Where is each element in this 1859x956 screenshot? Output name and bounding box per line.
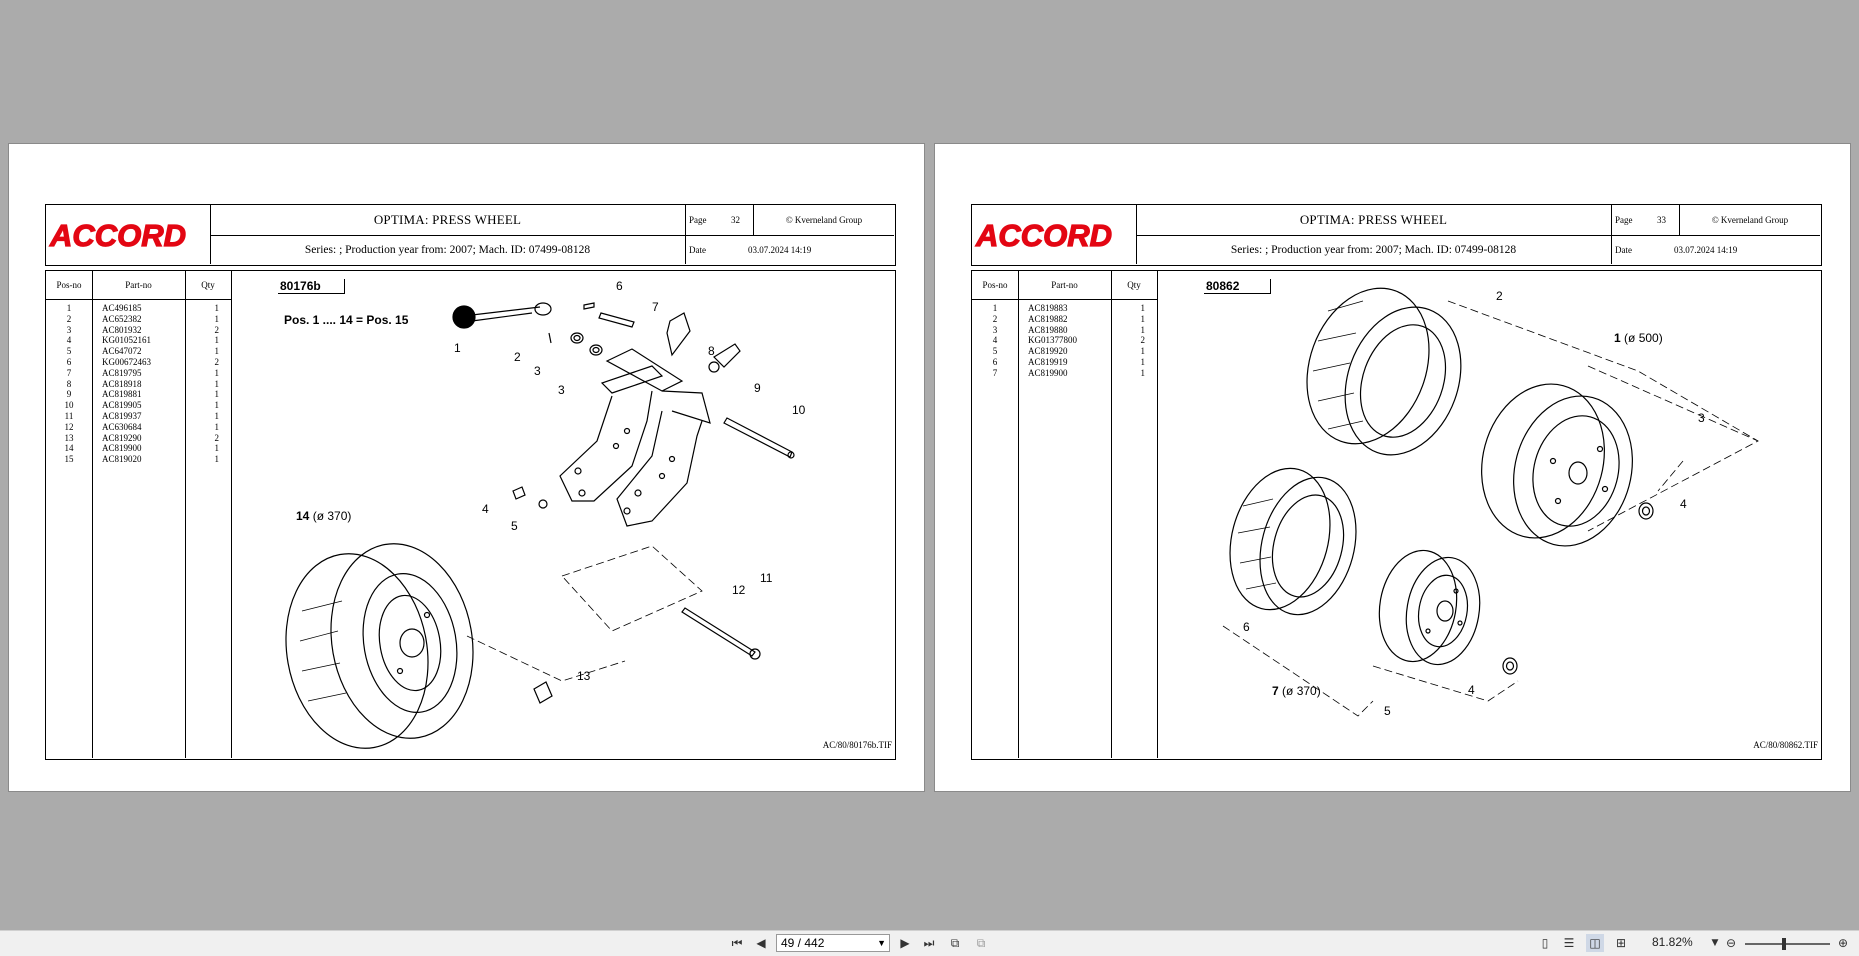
callout-7 <box>1272 684 1321 698</box>
two-page-view-icon[interactable]: ◫ <box>1586 934 1604 952</box>
part-list: AC496185 AC652382 AC801932 KG01052161 AC647072 KG00672463 AC819795 AC818918 AC819881 AC819905 AC819937 AC630684 AC819290 AC819900 AC819020 <box>102 303 151 465</box>
series-info: Series: ; Production year from: 2007; Mach. ID: 07499-08128 <box>210 236 686 264</box>
continuous-view-icon[interactable]: ☰ <box>1563 936 1575 950</box>
date-value: 03.07.2024 14:19 <box>748 245 812 255</box>
callout-2: 2 <box>514 350 521 364</box>
qty-list: 1 1 1 2 1 1 1 <box>1140 303 1145 378</box>
callout-3a: 3 <box>534 364 541 378</box>
page-label: Page <box>689 215 707 225</box>
callout-6: 6 <box>616 279 623 293</box>
callout-8: 8 <box>708 344 715 358</box>
copy-view-icon[interactable]: ⧉ <box>950 935 960 950</box>
zoom-dropdown-icon[interactable]: ▼ <box>1711 938 1719 948</box>
previous-page-button[interactable]: ◀ <box>756 936 766 950</box>
pos-header: Pos-no <box>972 271 1018 300</box>
qty-column <box>185 271 232 758</box>
copyright: © Kverneland Group <box>754 205 894 236</box>
qty-column <box>1111 271 1158 758</box>
drawing-id: 80862 <box>1204 279 1271 294</box>
exploded-drawing <box>232 271 894 758</box>
first-page-button[interactable]: ⏮ <box>731 935 743 950</box>
parts-sheet <box>971 204 1822 760</box>
callout-9: 9 <box>754 381 761 395</box>
pos-list: 1 2 3 4 5 6 7 <box>992 303 998 378</box>
callout-11: 11 <box>760 571 773 585</box>
callout-2: 2 <box>1496 289 1503 303</box>
page-title: OPTIMA: PRESS WHEEL <box>1136 205 1612 236</box>
accord-logo <box>972 205 1137 264</box>
date-label: Date <box>1615 245 1632 255</box>
page-number-cell <box>686 205 754 236</box>
copyright: © Kverneland Group <box>1680 205 1820 236</box>
zoom-level[interactable]: 81.82% <box>1652 935 1693 949</box>
zoom-out-icon[interactable]: ⊖ <box>1725 936 1737 950</box>
document-page-33 <box>934 143 1851 792</box>
svg-text:ACCORD: ACCORD <box>50 217 187 252</box>
callout-4a: 4 <box>1680 497 1687 511</box>
zoom-slider-track[interactable] <box>1745 943 1830 945</box>
page-title: OPTIMA: PRESS WHEEL <box>210 205 686 236</box>
file-reference: AC/80/80862.TIF <box>1753 740 1818 750</box>
file-reference: AC/80/80176b.TIF <box>822 740 892 750</box>
callout-10: 10 <box>792 403 806 417</box>
two-page-continuous-view-icon[interactable]: ⊞ <box>1615 936 1627 950</box>
page-number-cell <box>1612 205 1680 236</box>
position-note: Pos. 1 .... 14 = Pos. 15 <box>284 313 409 327</box>
callout-14-number: 14 <box>296 509 310 523</box>
pos-list: 1 2 3 4 5 6 7 8 9 10 11 12 13 14 15 <box>64 303 74 465</box>
svg-text:ACCORD: ACCORD <box>976 217 1113 252</box>
part-list: AC819883 AC819882 AC819880 KG01377800 AC819920 AC819919 AC819900 <box>1028 303 1077 378</box>
accord-logo <box>46 205 211 264</box>
callout-7-diameter: (ø 370) <box>1282 684 1321 698</box>
callout-12: 12 <box>732 583 746 597</box>
callout-1: 1 <box>454 341 461 355</box>
part-column <box>92 271 186 758</box>
pos-header: Pos-no <box>46 271 92 300</box>
single-page-view-icon[interactable]: ▯ <box>1541 936 1549 950</box>
callout-5: 5 <box>511 519 518 533</box>
sheet-body <box>45 270 896 760</box>
document-page-32 <box>8 143 925 792</box>
callout-7: 7 <box>652 300 659 314</box>
date-cell <box>686 236 894 264</box>
drawing-id: 80176b <box>278 279 345 294</box>
zoom-in-icon[interactable]: ⊕ <box>1837 936 1849 950</box>
callout-7-number: 7 <box>1272 684 1279 698</box>
pos-column <box>972 271 1019 758</box>
callout-4b: 4 <box>1468 683 1475 697</box>
callout-5: 5 <box>1384 704 1391 718</box>
qty-list: 1 1 2 1 1 2 1 1 1 1 1 1 2 1 1 <box>214 303 219 465</box>
parts-sheet <box>45 204 896 760</box>
part-header: Part-no <box>1018 271 1111 300</box>
callout-1-number: 1 <box>1614 331 1621 345</box>
qty-header: Qty <box>185 271 231 300</box>
next-page-button[interactable]: ▶ <box>900 936 910 950</box>
sheet-body <box>971 270 1822 760</box>
press-wheel-drawing <box>1158 271 1820 758</box>
page-number: 32 <box>731 215 740 225</box>
callout-3: 3 <box>1698 411 1705 425</box>
last-page-button[interactable]: ⏭ <box>923 935 935 950</box>
callout-1-diameter: (ø 500) <box>1624 331 1663 345</box>
viewer-toolbar <box>0 930 1859 956</box>
sheet-header <box>971 204 1822 266</box>
qty-header: Qty <box>1111 271 1157 300</box>
part-column <box>1018 271 1112 758</box>
exploded-drawing <box>1158 271 1820 758</box>
zoom-slider-handle[interactable] <box>1782 938 1786 950</box>
callout-13: 13 <box>577 669 591 683</box>
callout-3b: 3 <box>558 383 565 397</box>
date-cell <box>1612 236 1820 264</box>
callout-14-diameter: (ø 370) <box>312 509 352 523</box>
page-number-field[interactable] <box>776 934 890 952</box>
page-number: 33 <box>1657 215 1666 225</box>
callout-4: 4 <box>482 502 489 516</box>
series-info: Series: ; Production year from: 2007; Mach. ID: 07499-08128 <box>1136 236 1612 264</box>
callout-6: 6 <box>1243 620 1250 634</box>
page-number-field-value: 49 / 442 <box>781 936 825 950</box>
date-value: 03.07.2024 14:19 <box>1674 245 1738 255</box>
callout-1 <box>1614 331 1663 345</box>
part-header: Part-no <box>92 271 185 300</box>
callout-14 <box>296 509 351 523</box>
pos-column <box>46 271 93 758</box>
date-label: Date <box>689 245 706 255</box>
paste-view-icon[interactable]: ⧉ <box>976 935 986 950</box>
page-label: Page <box>1615 215 1633 225</box>
chevron-down-icon: ▼ <box>877 938 886 948</box>
sheet-header <box>45 204 896 266</box>
